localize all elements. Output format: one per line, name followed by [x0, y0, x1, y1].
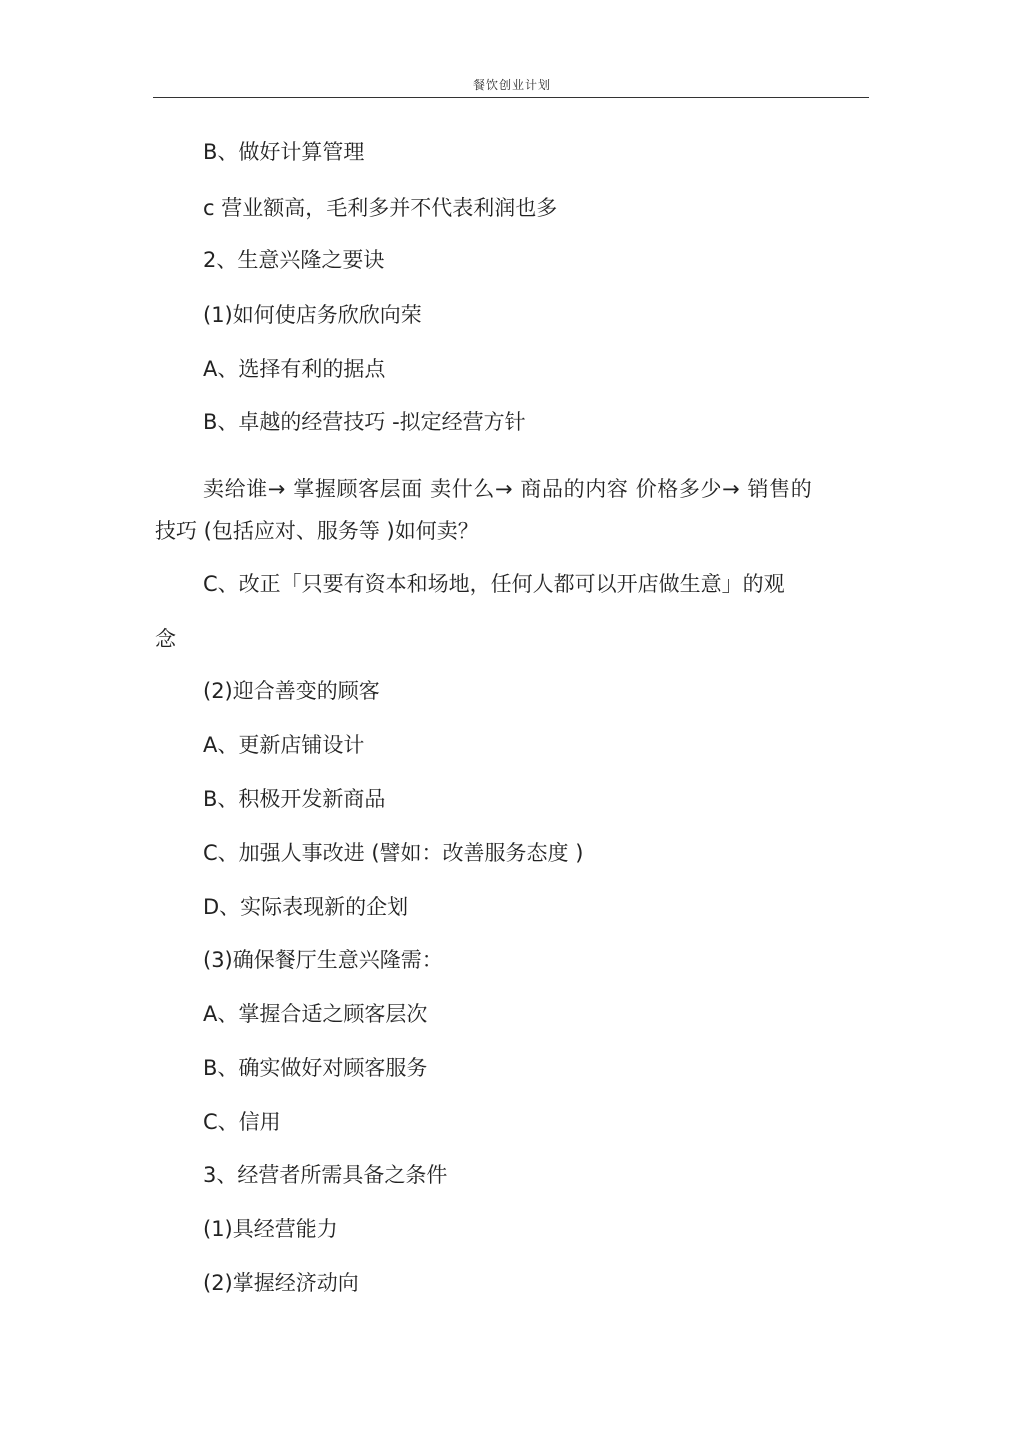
text-line: 2、生意兴隆之要诀	[203, 248, 385, 272]
text-line: 技巧 (包括应对、服务等 )如何卖？	[155, 519, 479, 543]
text-line: (2)迎合善变的顾客	[203, 679, 380, 703]
text-line: C、信用	[203, 1110, 281, 1134]
text-line: C、加强人事改进 (譬如：改善服务态度 )	[203, 841, 584, 865]
text-line: B、做好计算管理	[203, 140, 365, 164]
text-line: (1)具经营能力	[203, 1217, 338, 1241]
text-line: 3、经营者所需具备之条件	[203, 1163, 448, 1187]
text-line: A、选择有利的据点	[203, 357, 386, 381]
text-line: C、改正「只要有资本和场地，任何人都可以开店做生意」的观	[203, 572, 785, 596]
text-line: B、积极开发新商品	[203, 787, 386, 811]
text-line: (1)如何使店务欣欣向荣	[203, 303, 422, 327]
text-line: c 营业额高，毛利多并不代表利润也多	[203, 196, 558, 220]
text-line: 卖给谁→ 掌握顾客层面 卖什么→ 商品的内容 价格多少→ 销售的	[203, 477, 813, 501]
text-line: B、确实做好对顾客服务	[203, 1056, 428, 1080]
text-line: A、掌握合适之顾客层次	[203, 1002, 428, 1026]
text-line: B、卓越的经营技巧 -拟定经营方针	[203, 410, 526, 434]
page-header-title: 餐饮创业计划	[472, 78, 551, 92]
text-line: (2)掌握经济动向	[203, 1271, 359, 1295]
text-line: 念	[155, 627, 176, 651]
text-line: D、实际表现新的企划	[203, 895, 409, 919]
text-line: A、更新店铺设计	[203, 733, 365, 757]
header-divider	[153, 97, 869, 98]
text-line: (3)确保餐厅生意兴隆需：	[203, 948, 443, 972]
